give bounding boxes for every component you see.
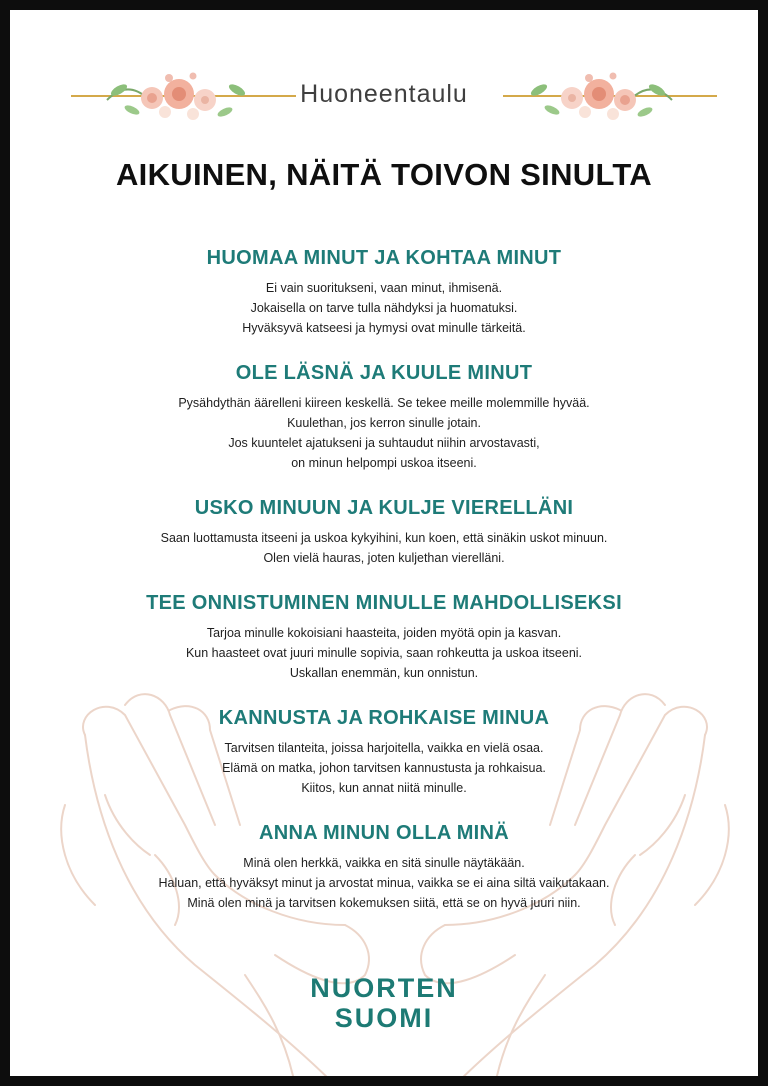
logo-line-1: NUORTEN: [310, 973, 458, 1003]
poster-tagline: Huoneentaulu: [300, 80, 468, 108]
wishes-list: [25, 247, 743, 913]
wish-text: [25, 853, 743, 913]
wish-line: Elämä on matka, johon tarvitsen kannustusta ja rohkaisua.: [222, 761, 546, 775]
wish-line: on minun helpompi uskoa itseeni.: [291, 456, 477, 470]
wish-text: [25, 393, 743, 473]
wish-line: Ei vain suoritukseni, vaan minut, ihmisenä.: [265, 281, 503, 295]
wish-line: Minä olen herkkä, vaikka en sitä sinulle näytäkään.: [243, 856, 525, 870]
wish-heading: ANNA MINUN OLLA MINÄ: [258, 822, 510, 844]
poster-content: [25, 25, 743, 1061]
wish-heading: KANNUSTA JA ROHKAISE MINUA: [218, 707, 550, 729]
wish-line: Tarjoa minulle kokoisiani haasteita, joiden myötä opin ja kasvan.: [206, 626, 562, 640]
poster-title: AIKUINEN, NÄITÄ TOIVON SINULTA: [116, 157, 652, 192]
wish-line: Olen vielä hauras, joten kuljethan vierelläni.: [263, 551, 505, 565]
wish-section: [25, 707, 743, 798]
wish-text: [25, 278, 743, 338]
wish-heading: HUOMAA MINUT JA KOHTAA MINUT: [206, 247, 562, 269]
wish-text: [25, 528, 743, 568]
wish-line: Jokaisella on tarve tulla nähdyksi ja huomatuksi.: [250, 301, 518, 315]
wish-heading: TEE ONNISTUMINEN MINULLE MAHDOLLISEKSI: [146, 592, 622, 614]
wish-text: [25, 738, 743, 798]
wish-line: Minä olen minä ja tarvitsen kokemuksen siitä, että se on hyvä juuri niin.: [187, 896, 581, 910]
wish-line: Kuulethan, jos kerron sinulle jotain.: [287, 416, 481, 430]
wish-line: Uskallan enemmän, kun onnistun.: [289, 666, 479, 680]
wish-heading: USKO MINUUN JA KULJE VIERELLÄNI: [194, 497, 574, 519]
logo-line-2: SUOMI: [334, 1003, 434, 1033]
wish-section: [25, 362, 743, 473]
wish-line: Tarvitsen tilanteita, joissa harjoitella, vaikka en vielä osaa.: [224, 741, 544, 755]
wish-section: [25, 592, 743, 683]
wish-line: Jos kuuntelet ajatukseni ja suhtaudut niihin arvostavasti,: [228, 436, 540, 450]
wish-line: Saan luottamusta itseeni ja uskoa kykyihini, kun koen, että sinäkin uskot minuun.: [160, 531, 608, 545]
wish-line: Kiitos, kun annat niitä minulle.: [301, 781, 467, 795]
wish-section: [25, 497, 743, 568]
nuorten-suomi-logo: [25, 973, 743, 1033]
wish-text: [25, 623, 743, 683]
wish-section: [25, 822, 743, 913]
wish-line: Pysähdythän äärelleni kiireen keskellä. Se tekee meille molemmille hyvää.: [178, 396, 590, 410]
wish-line: Haluan, että hyväksyt minut ja arvostat minua, vaikka se ei aina siltä vaikutakaan.: [158, 876, 610, 890]
wish-line: Hyväksyvä katseesi ja hymysi ovat minulle tärkeitä.: [242, 321, 526, 335]
wish-section: [25, 247, 743, 338]
wish-heading: OLE LÄSNÄ JA KUULE MINUT: [235, 362, 533, 384]
wish-line: Kun haasteet ovat juuri minulle sopivia, saan rohkeutta ja uskoa itseeni.: [185, 646, 583, 660]
